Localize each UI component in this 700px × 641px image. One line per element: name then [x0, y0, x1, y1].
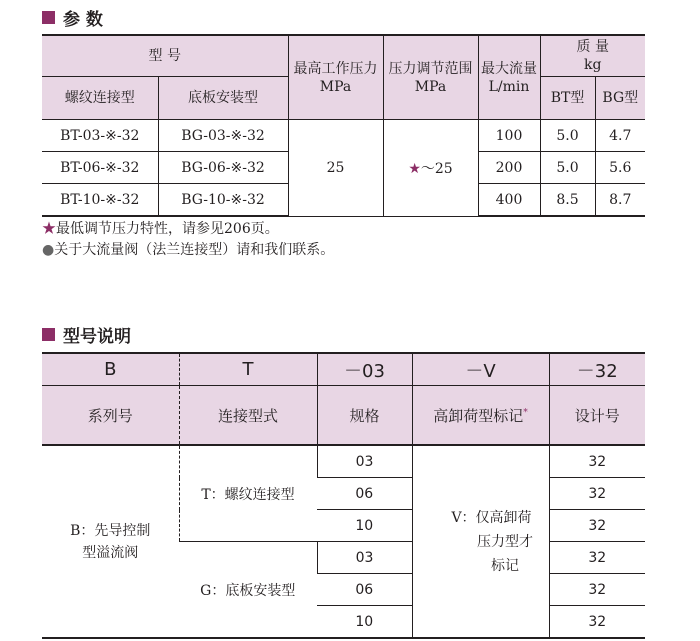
- code-series: B: [42, 353, 179, 386]
- bt-model-cell: BT-10-※-32: [42, 184, 158, 217]
- bt-model-cell: BT-03-※-32: [42, 120, 158, 152]
- section-square-icon: [42, 328, 55, 341]
- header-base-type: 底板安装型: [158, 77, 288, 120]
- pressure-range-cell: ★～25: [383, 120, 478, 217]
- notes: [42, 219, 334, 261]
- header-max-pressure: 最高工作压力 MPa: [288, 35, 383, 120]
- header-max-flow: 最大流量 L/min: [478, 35, 540, 120]
- label-connection: 连接型式: [179, 386, 317, 446]
- bt-mass-cell: 8.5: [540, 184, 595, 217]
- section-title-params: [42, 5, 103, 30]
- design-cell: 32: [549, 606, 645, 639]
- connection-thread: T：螺纹连接型: [179, 445, 317, 542]
- size-cell: 06: [317, 478, 412, 510]
- table-row: [42, 120, 645, 152]
- bt-mass-cell: 5.0: [540, 120, 595, 152]
- header-mass: 质 量 kg: [540, 35, 645, 77]
- code-high-vent: －V: [412, 353, 549, 386]
- header-bg-mass: BG型: [595, 77, 645, 120]
- design-cell: 32: [549, 510, 645, 542]
- size-cell: 10: [317, 606, 412, 639]
- label-size: 规格: [317, 386, 412, 446]
- size-cell: 03: [317, 542, 412, 574]
- bullet-icon: ●: [42, 242, 55, 258]
- code-connection: T: [179, 353, 317, 386]
- bt-model-cell: BT-06-※-32: [42, 152, 158, 184]
- max-pressure-cell: 25: [288, 120, 383, 217]
- bg-model-cell: BG-06-※-32: [158, 152, 288, 184]
- design-cell: 32: [549, 574, 645, 606]
- parameter-table: [42, 34, 645, 217]
- header-pressure-range: 压力调节范围 MPa: [383, 35, 478, 120]
- header-model: 型 号: [42, 35, 288, 77]
- bg-mass-cell: 4.7: [595, 120, 645, 152]
- bg-model-cell: BG-10-※-32: [158, 184, 288, 217]
- label-design: 设计号: [549, 386, 645, 446]
- label-high-vent: 高卸荷型标记*: [412, 386, 549, 446]
- series-description: B：先导控制 型溢流阀: [42, 445, 179, 638]
- flow-cell: 100: [478, 120, 540, 152]
- section-title-text: 参 数: [63, 10, 103, 30]
- section-title-model-code: [42, 322, 131, 347]
- flow-cell: 200: [478, 152, 540, 184]
- flow-cell: 400: [478, 184, 540, 217]
- star-icon: ★: [42, 221, 56, 237]
- bg-mass-cell: 8.7: [595, 184, 645, 217]
- bg-model-cell: BG-03-※-32: [158, 120, 288, 152]
- note-min-pressure: ★最低调节压力特性，请参见206页。: [42, 221, 279, 237]
- note-large-flow: ●关于大流量阀（法兰连接型）请和我们联系。: [42, 242, 335, 258]
- design-cell: 32: [549, 542, 645, 574]
- size-cell: 06: [317, 574, 412, 606]
- bt-mass-cell: 5.0: [540, 152, 595, 184]
- code-size: －03: [317, 353, 412, 386]
- design-cell: 32: [549, 445, 645, 478]
- design-cell: 32: [549, 478, 645, 510]
- star-icon: *: [523, 407, 528, 418]
- star-icon: ★: [408, 160, 421, 177]
- section-square-icon: [42, 11, 55, 24]
- connection-base: G：底板安装型: [179, 542, 317, 639]
- bg-mass-cell: 5.6: [595, 152, 645, 184]
- high-vent-description: V：仅高卸荷 压力型才 标记: [412, 445, 549, 638]
- header-bt-mass: BT型: [540, 77, 595, 120]
- size-cell: 03: [317, 445, 412, 478]
- section-title-text: 型号说明: [63, 327, 131, 347]
- code-design: －32: [549, 353, 645, 386]
- label-series: 系列号: [42, 386, 179, 446]
- size-cell: 10: [317, 510, 412, 542]
- model-code-table: [42, 352, 645, 639]
- header-thread-type: 螺纹连接型: [42, 77, 158, 120]
